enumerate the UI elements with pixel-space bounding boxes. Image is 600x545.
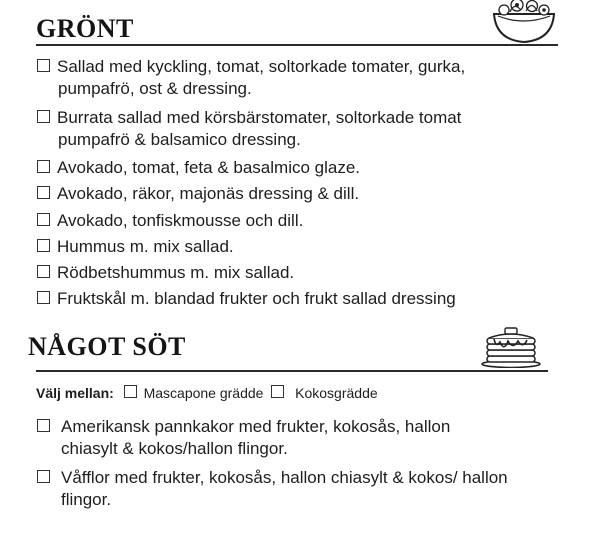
menu-item[interactable] <box>37 288 582 310</box>
menu-item[interactable] <box>37 56 582 100</box>
pancake-stack-icon <box>480 322 542 368</box>
menu-item[interactable] <box>37 467 587 511</box>
item-text-continued: chiasylt & kokos/hallon flingor. <box>61 439 288 458</box>
section-divider <box>36 370 548 372</box>
choice-option: Kokosgrädde <box>295 385 378 401</box>
menu-item[interactable] <box>37 210 582 232</box>
item-text-continued: pumpafrö, ost & dressing. <box>58 79 252 98</box>
checkbox[interactable] <box>37 470 50 483</box>
item-text: Hummus m. mix sallad. <box>57 237 234 256</box>
section-divider <box>36 44 558 46</box>
checkbox[interactable] <box>37 186 50 199</box>
item-text: Våfflor med frukter, kokosås, hallon chiasylt & kokos/ hallon <box>61 468 508 487</box>
salad-bowl-icon <box>490 0 558 44</box>
item-text-continued: pumpafrö & balsamico dressing. <box>58 130 301 149</box>
item-text: Rödbetshummus m. mix sallad. <box>57 263 295 282</box>
item-text: Sallad med kyckling, tomat, soltorkade tomater, gurka, <box>57 57 466 76</box>
checkbox[interactable] <box>37 110 50 123</box>
menu-item[interactable] <box>37 236 582 258</box>
checkbox[interactable] <box>37 291 50 304</box>
checkbox[interactable] <box>124 385 137 398</box>
checkbox[interactable] <box>37 59 50 72</box>
menu-item[interactable] <box>37 157 582 179</box>
item-text-continued: flingor. <box>61 490 112 509</box>
menu-item[interactable] <box>37 107 582 151</box>
menu-item[interactable] <box>37 183 582 205</box>
section-title-gront: GRÖNT <box>36 14 134 43</box>
checkbox[interactable] <box>37 213 50 226</box>
checkbox[interactable] <box>37 160 50 173</box>
menu-item[interactable] <box>37 416 587 460</box>
section-title-sot: NÅGOT SÖT <box>28 332 186 361</box>
choice-option: Mascapone grädde <box>143 385 264 401</box>
item-text: Amerikansk pannkakor med frukter, kokosås, hallon <box>61 417 451 436</box>
checkbox[interactable] <box>37 419 50 432</box>
item-text: Avokado, tomat, feta & basalmico glaze. <box>57 158 361 177</box>
checkbox[interactable] <box>37 265 50 278</box>
checkbox[interactable] <box>37 239 50 252</box>
choice-label: Välj mellan: <box>36 385 114 401</box>
item-text: Burrata sallad med körsbärstomater, soltorkade tomat <box>57 108 462 127</box>
checkbox[interactable] <box>271 385 284 398</box>
item-text: Avokado, tonfiskmousse och dill. <box>57 211 304 230</box>
menu-item[interactable] <box>37 262 582 284</box>
item-text: Avokado, räkor, majonäs dressing & dill. <box>57 184 360 203</box>
choice-row <box>36 382 581 404</box>
item-text: Fruktskål m. blandad frukter och frukt sallad dressing <box>57 289 456 308</box>
